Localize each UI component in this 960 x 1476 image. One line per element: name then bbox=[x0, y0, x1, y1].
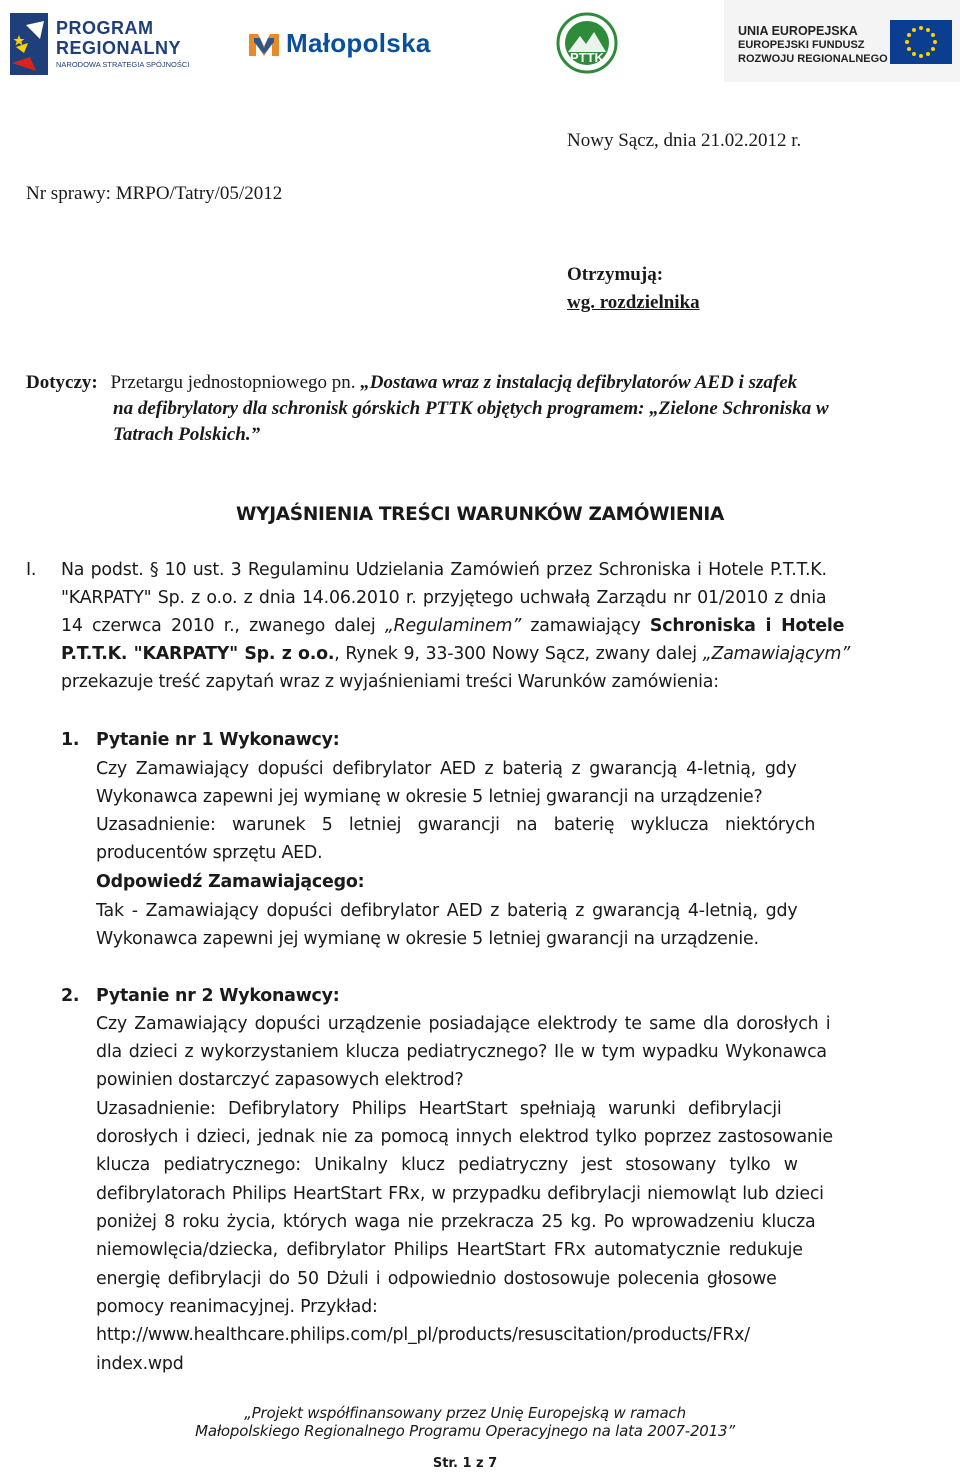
subject-title-start: „Dostawa wraz z instalacją defibrylatorów AED i szafek bbox=[360, 372, 798, 393]
subject-line-1 bbox=[26, 372, 797, 394]
subject-label: Dotyczy: bbox=[26, 372, 98, 393]
intro-line-3a: 14 czerwca 2010 r., zwanego dalej bbox=[61, 616, 385, 636]
q1-justification-line-1: Uzasadnienie: warunek 5 letniej gwarancji na baterię wyklucza niektórych bbox=[96, 815, 816, 835]
eu-line3: ROZWOJU REGIONALNEGO bbox=[738, 53, 888, 65]
program-regionalny-line2: REGIONALNY bbox=[56, 38, 182, 58]
intro-roman-numeral: I. bbox=[26, 560, 37, 580]
q2-number: 2. bbox=[61, 986, 80, 1006]
intro-line-4 bbox=[61, 644, 850, 664]
malopolska-emblem-icon bbox=[246, 26, 282, 62]
q1-number: 1. bbox=[61, 730, 80, 750]
program-regionalny-emblem-icon bbox=[10, 13, 48, 75]
eu-line2: EUROPEJSKI FUNDUSZ bbox=[738, 39, 865, 51]
subject-prefix: Przetargu jednostopniowego pn. bbox=[110, 372, 361, 393]
intro-line-2: "KARPATY" Sp. z o.o. z dnia 14.06.2010 r. przyjętego uchwałą Zarządu nr 01/2010 z dnia bbox=[61, 588, 827, 608]
q2-justification-line-1: Uzasadnienie: Defibrylatory Philips HeartStart spełniają warunki defibrylacji bbox=[96, 1099, 782, 1119]
intro-line-3c: zamawiający bbox=[521, 616, 650, 636]
intro-line-3d: Schroniska i Hotele bbox=[649, 616, 845, 636]
malopolska-wordmark: Małopolska bbox=[286, 28, 431, 58]
eu-flag-icon bbox=[890, 20, 952, 64]
q2-example-url-line-1: http://www.healthcare.philips.com/pl_pl/products/resuscitation/products/FRx/ bbox=[96, 1325, 750, 1345]
eu-line1: UNIA EUROPEJSKA bbox=[738, 24, 858, 38]
q2-title: Pytanie nr 2 Wykonawcy: bbox=[96, 986, 340, 1006]
logo-pttk bbox=[556, 12, 618, 74]
q2-justification-line-8: pomocy reanimacyjnej. Przykład: bbox=[96, 1297, 378, 1317]
program-regionalny-line3: NARODOWA STRATEGIA SPÓJNOŚCI bbox=[56, 60, 190, 69]
recipients-label: Otrzymują: bbox=[567, 264, 664, 285]
q1-title: Pytanie nr 1 Wykonawcy: bbox=[96, 730, 340, 750]
footer-line-1: „Projekt współfinansowany przez Unię Europejską w ramach bbox=[244, 1404, 686, 1422]
q1-question-line-1: Czy Zamawiający dopuści defibrylator AED z baterią z gwarancją 4-letnią, gdy bbox=[96, 759, 797, 779]
q1-answer-label: Odpowiedź Zamawiającego: bbox=[96, 872, 365, 892]
intro-line-4a: P.T.T.K. "KARPATY" Sp. z o.o. bbox=[61, 644, 335, 664]
subject-line-3: Tatrach Polskich.” bbox=[113, 424, 261, 445]
recipients-value: wg. rozdzielnika bbox=[567, 292, 700, 313]
q2-question-line-1: Czy Zamawiający dopuści urządzenie posiadające elektrody te same dla dorosłych i bbox=[96, 1014, 831, 1034]
q2-justification-line-7: energię defibrylacji do 50 Dżuli i odpowiednio dostosowuje polecenia głosowe bbox=[96, 1269, 777, 1289]
q2-justification-line-5: poniżej 8 roku życia, których waga nie przekracza 25 kg. Po wprowadzeniu klucza bbox=[96, 1212, 816, 1232]
intro-line-3 bbox=[61, 616, 844, 636]
q2-example-url-line-2: index.wpd bbox=[96, 1354, 184, 1374]
q2-justification-line-6: niemowlęcia/dziecka, defibrylator Philips HeartStart FRx automatycznie redukuje bbox=[96, 1240, 803, 1260]
intro-line-1: Na podst. § 10 ust. 3 Regulaminu Udzielania Zamówień przez Schroniska i Hotele P.T.T.K. bbox=[61, 560, 827, 580]
intro-line-4b: , Rynek 9, 33-300 Nowy Sącz, zwany dalej bbox=[334, 644, 703, 664]
intro-zamawiajacy: „Zamawiającym” bbox=[702, 644, 851, 664]
logo-program-regionalny bbox=[10, 10, 210, 78]
document-date: Nowy Sącz, dnia 21.02.2012 r. bbox=[567, 130, 802, 151]
page-title: WYJAŚNIENIA TREŚCI WARUNKÓW ZAMÓWIENIA bbox=[236, 504, 724, 525]
subject-line-2: na defibrylatory dla schronisk górskich PTTK objętych programem: „Zielone Schroniska w bbox=[113, 398, 829, 419]
q2-question-line-2: dla dzieci z wykorzystaniem klucza pediatrycznego? Ile w tym wypadku Wykonawca bbox=[96, 1042, 827, 1062]
q2-justification-line-4: defibrylatorach Philips HeartStart FRx, w przypadku defibrylacji niemowląt lub dzieci bbox=[96, 1184, 824, 1204]
q2-justification-line-3: klucza pediatrycznego: Unikalny klucz pediatryczny jest stosowany tylko w bbox=[96, 1155, 798, 1175]
logo-eu bbox=[724, 0, 960, 82]
intro-line-5: przekazuje treść zapytań wraz z wyjaśnieniami treści Warunków zamówienia: bbox=[61, 672, 719, 692]
q2-justification-line-2: dorosłych i dzieci, jednak nie za pomocą innych elektrod tylko poprzez zastosowanie bbox=[96, 1127, 833, 1147]
logo-malopolska bbox=[246, 22, 456, 66]
footer-line-2: Małopolskiego Regionalnego Programu Operacyjnego na lata 2007-2013” bbox=[195, 1422, 735, 1440]
pttk-wordmark: PTTK bbox=[570, 50, 604, 65]
intro-regulamin: „Regulaminem” bbox=[384, 616, 521, 636]
q2-question-line-3: powinien dostarczyć zapasowych elektrod? bbox=[96, 1070, 464, 1090]
page-number: Str. 1 z 7 bbox=[432, 1456, 498, 1471]
case-number: Nr sprawy: MRPO/Tatry/05/2012 bbox=[26, 183, 283, 204]
q1-question-line-2: Wykonawca zapewni jej wymianę w okresie 5 letniej gwarancji na urządzenie? bbox=[96, 787, 763, 807]
program-regionalny-line1: PROGRAM bbox=[56, 18, 154, 38]
q1-justification-line-2: producentów sprzętu AED. bbox=[96, 843, 323, 863]
q1-answer-line-2: Wykonawca zapewni jej wymianę w okresie 5 letniej gwarancji na urządzenie. bbox=[96, 929, 759, 949]
q1-answer-line-1: Tak - Zamawiający dopuści defibrylator AED z baterią z gwarancją 4-letnią, gdy bbox=[96, 901, 798, 921]
